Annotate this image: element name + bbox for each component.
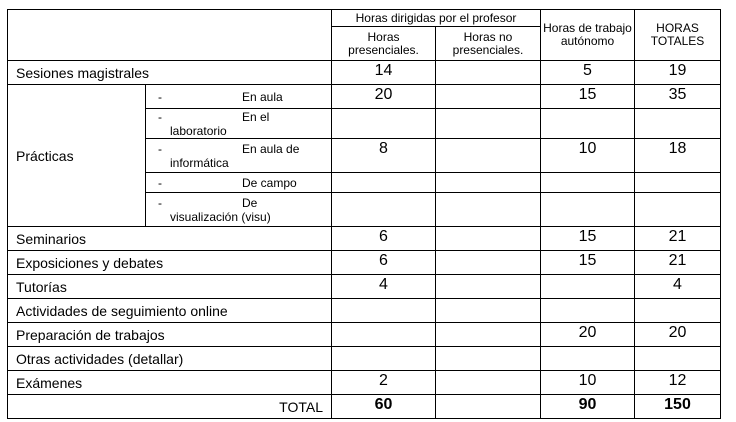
cell-total: 18 <box>635 139 721 173</box>
cell-autonomo: 10 <box>541 371 635 395</box>
cell-presenciales: 20 <box>332 85 436 109</box>
header-no-presenciales: Horas no presenciales. <box>436 27 541 61</box>
row-label: Sesiones magistrales <box>8 61 332 85</box>
cell-presenciales <box>332 323 436 347</box>
total-row <box>8 395 721 419</box>
header-autonomo: Horas de trabajo autónomo <box>541 10 635 61</box>
row-label: Exámenes <box>8 371 332 395</box>
subrow-label: - En aula de informática <box>146 139 332 173</box>
cell-presenciales <box>332 109 436 139</box>
table-row <box>8 227 721 251</box>
hours-table <box>7 9 721 419</box>
table-row <box>8 275 721 299</box>
cell-autonomo: 15 <box>541 251 635 275</box>
cell-total <box>635 109 721 139</box>
cell-presenciales <box>332 193 436 227</box>
cell-total: 21 <box>635 227 721 251</box>
cell-presenciales: 6 <box>332 227 436 251</box>
header-dirigidas: Horas dirigidas por el profesor <box>332 10 541 27</box>
subrow-label: - En el laboratorio <box>146 109 332 139</box>
cell-no-presenciales <box>436 85 541 109</box>
cell-no-presenciales <box>436 61 541 85</box>
cell-no-presenciales <box>436 323 541 347</box>
total-presenciales: 60 <box>332 395 436 419</box>
cell-presenciales <box>332 299 436 323</box>
cell-total <box>635 347 721 371</box>
table-row <box>8 61 721 85</box>
cell-total: 19 <box>635 61 721 85</box>
subrow-label: - De visualización (visu) <box>146 193 332 227</box>
header-presenciales: Horas presenciales. <box>332 27 436 61</box>
cell-total: 21 <box>635 251 721 275</box>
cell-autonomo <box>541 109 635 139</box>
row-label: Seminarios <box>8 227 332 251</box>
cell-total <box>635 173 721 193</box>
table-row <box>8 347 721 371</box>
total-no-presenciales <box>436 395 541 419</box>
row-label: Otras actividades (detallar) <box>8 347 332 371</box>
row-label: Tutorías <box>8 275 332 299</box>
practicas-label: Prácticas <box>8 85 146 227</box>
cell-no-presenciales <box>436 347 541 371</box>
cell-autonomo <box>541 173 635 193</box>
row-label: Exposiciones y debates <box>8 251 332 275</box>
cell-autonomo: 15 <box>541 85 635 109</box>
cell-autonomo: 15 <box>541 227 635 251</box>
table-row <box>8 371 721 395</box>
cell-no-presenciales <box>436 275 541 299</box>
total-total: 150 <box>635 395 721 419</box>
cell-no-presenciales <box>436 109 541 139</box>
header-blank-cell <box>8 10 332 61</box>
cell-presenciales <box>332 173 436 193</box>
cell-presenciales: 2 <box>332 371 436 395</box>
total-label: TOTAL <box>8 395 332 419</box>
cell-total <box>635 193 721 227</box>
table-row <box>8 251 721 275</box>
table-row <box>8 299 721 323</box>
cell-presenciales: 4 <box>332 275 436 299</box>
row-label: Actividades de seguimiento online <box>8 299 332 323</box>
cell-autonomo <box>541 275 635 299</box>
cell-no-presenciales <box>436 173 541 193</box>
total-autonomo: 90 <box>541 395 635 419</box>
cell-total: 12 <box>635 371 721 395</box>
cell-no-presenciales <box>436 193 541 227</box>
subrow-label: - De campo <box>146 173 332 193</box>
cell-total: 20 <box>635 323 721 347</box>
cell-autonomo: 5 <box>541 61 635 85</box>
cell-autonomo: 20 <box>541 323 635 347</box>
cell-no-presenciales <box>436 299 541 323</box>
cell-presenciales: 14 <box>332 61 436 85</box>
cell-autonomo <box>541 347 635 371</box>
cell-autonomo <box>541 193 635 227</box>
cell-no-presenciales <box>436 251 541 275</box>
table-row <box>8 85 721 109</box>
cell-total: 4 <box>635 275 721 299</box>
cell-presenciales <box>332 347 436 371</box>
cell-autonomo: 10 <box>541 139 635 173</box>
cell-no-presenciales <box>436 139 541 173</box>
cell-no-presenciales <box>436 371 541 395</box>
cell-presenciales: 6 <box>332 251 436 275</box>
cell-total: 35 <box>635 85 721 109</box>
cell-autonomo <box>541 299 635 323</box>
row-label: Preparación de trabajos <box>8 323 332 347</box>
table-row <box>8 323 721 347</box>
subrow-label: - En aula <box>146 85 332 109</box>
cell-total <box>635 299 721 323</box>
header-totales: HORAS TOTALES <box>635 10 721 61</box>
cell-no-presenciales <box>436 227 541 251</box>
cell-presenciales: 8 <box>332 139 436 173</box>
